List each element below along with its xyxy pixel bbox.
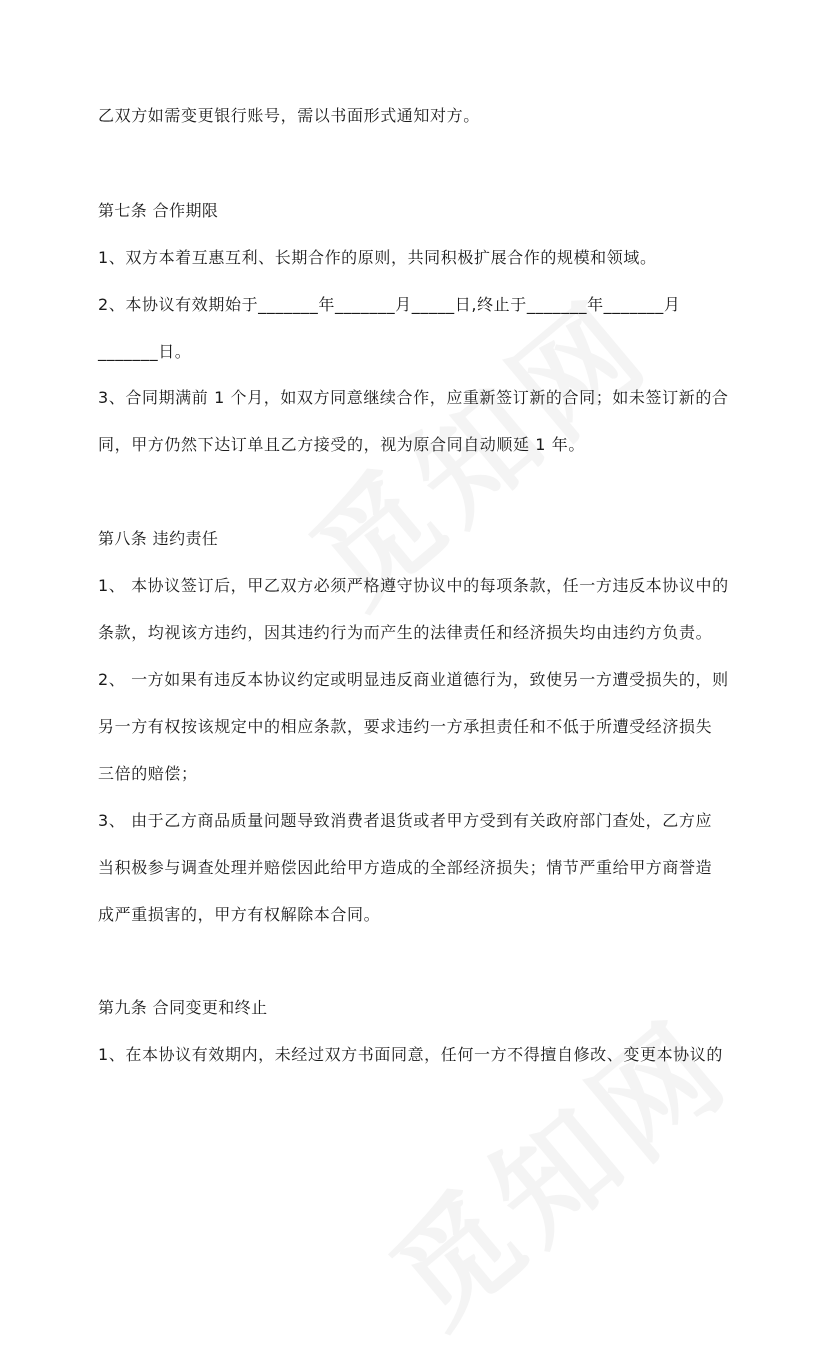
article-8-clause-2-line-1: 2、 一方如果有违反本协议约定或明显违反商业道德行为，致使另一方遭受损失的，则 bbox=[98, 670, 729, 689]
article-7-clause-2-line-2: _______日。 bbox=[98, 342, 192, 361]
article-7-clause-3-line-1: 3、合同期满前 1 个月，如双方同意继续合作，应重新签订新的合同；如未签订新的合 bbox=[98, 388, 729, 407]
article-8-clause-1-line-1: 1、 本协议签订后，甲乙双方必须严格遵守协议中的每项条款，任一方违反本协议中的 bbox=[98, 576, 729, 595]
article-9-clause-1-line-1: 1、在本协议有效期内，未经过双方书面同意，任何一方不得擅自修改、变更本协议的 bbox=[98, 1045, 723, 1064]
article-7-clause-2-line-1: 2、本协议有效期始于_______年_______月_____日,终止于_______年_______月 bbox=[98, 295, 681, 314]
article-7-clause-1: 1、双方本着互惠互利、长期合作的原则，共同积极扩展合作的规模和领域。 bbox=[98, 248, 657, 267]
paragraph-bank-notice: 乙双方如需变更银行账号，需以书面形式通知对方。 bbox=[98, 106, 480, 125]
article-9-title: 第九条 合同变更和终止 bbox=[98, 998, 268, 1017]
article-8-title: 第八条 违约责任 bbox=[98, 529, 219, 548]
article-8-clause-1-line-2: 条款，均视该方违约，因其违约行为而产生的法律责任和经济损失均由违约方负责。 bbox=[98, 623, 713, 642]
article-8-clause-2-line-2: 另一方有权按该规定中的相应条款，要求违约一方承担责任和不低于所遭受经济损失 bbox=[98, 717, 713, 736]
article-7-title: 第七条 合作期限 bbox=[98, 201, 219, 220]
watermark bbox=[350, 975, 759, 1357]
article-8-clause-3-line-3: 成严重损害的，甲方有权解除本合同。 bbox=[98, 905, 381, 924]
article-7-clause-3-line-2: 同，甲方仍然下达订单且乙方接受的，视为原合同自动顺延 1 年。 bbox=[98, 435, 585, 454]
article-8-clause-3-line-1: 3、 由于乙方商品质量问题导致消费者退货或者甲方受到有关政府部门查处，乙方应 bbox=[98, 811, 713, 830]
article-8-clause-3-line-2: 当积极参与调查处理并赔偿因此给甲方造成的全部经济损失；情节严重给甲方商誉造 bbox=[98, 858, 713, 877]
article-8-clause-2-line-3: 三倍的赔偿； bbox=[98, 764, 198, 783]
